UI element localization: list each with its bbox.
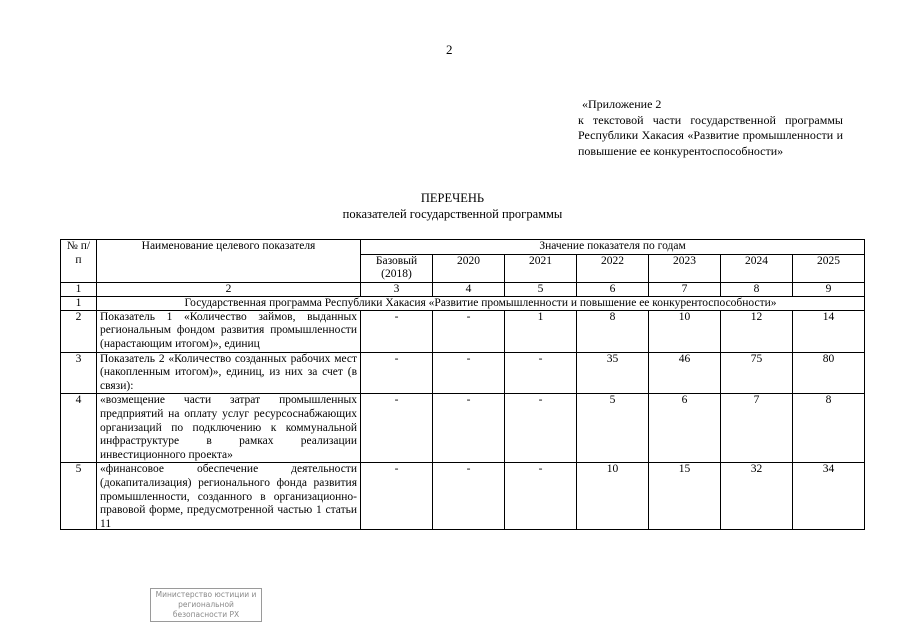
column-number: 3 <box>361 282 433 296</box>
value-cell: 5 <box>577 394 649 463</box>
header-values-group: Значение показателя по годам <box>361 240 865 255</box>
value-cell: 8 <box>793 394 865 463</box>
registration-stamp: Министерство юстиции и региональной безопасности РХ <box>150 588 262 622</box>
value-cell: 1 <box>505 310 577 352</box>
header-name: Наименование целевого показателя <box>97 240 361 283</box>
header-year: 2021 <box>505 254 577 282</box>
column-number: 9 <box>793 282 865 296</box>
page-number: 2 <box>446 42 453 57</box>
header-num: № п/п <box>61 240 97 283</box>
header-year: 2020 <box>433 254 505 282</box>
indicators-table <box>60 239 865 530</box>
value-cell: 14 <box>793 310 865 352</box>
value-cell: - <box>505 394 577 463</box>
value-cell: - <box>361 463 433 530</box>
value-cell: 80 <box>793 352 865 394</box>
indicator-name-cell <box>97 463 361 530</box>
indicator-name: Показатель 2 «Количество созданных рабочих мест (накопленным итогом)», единиц, из них за счет (в связи): <box>97 352 361 394</box>
header-year: 2022 <box>577 254 649 282</box>
title-subheading: показателей государственной программы <box>342 207 563 221</box>
program-row <box>61 296 865 310</box>
indicator-name: «финансовое обеспечение деятельности (докапитализация) регионального фонда развития промышленности, созданного в организационно-правовой форме, предусмотренной частью 1 статьи 11 <box>100 463 357 530</box>
value-cell: - <box>433 463 505 530</box>
table-row <box>61 463 865 530</box>
row-num: 3 <box>61 352 97 394</box>
header-year: 2024 <box>721 254 793 282</box>
table-row <box>61 310 865 352</box>
column-number: 5 <box>505 282 577 296</box>
value-cell: 6 <box>649 394 721 463</box>
row-num: 2 <box>61 310 97 352</box>
appendix-text: к текстовой части государственной программы Республики Хакасия «Развитие промышленности и повышение ее конкурентоспособности» <box>578 112 843 158</box>
header-row-1 <box>61 240 865 255</box>
value-cell: - <box>361 310 433 352</box>
value-cell: 12 <box>721 310 793 352</box>
value-cell: 10 <box>649 310 721 352</box>
table-row <box>61 352 865 394</box>
column-number-row <box>61 282 865 296</box>
value-cell: - <box>505 352 577 394</box>
value-cell: - <box>361 394 433 463</box>
program-row-title: Государственная программа Республики Хакасия «Развитие промышленности и повышение ее конкурентоспособности» <box>97 296 865 310</box>
value-cell: 35 <box>577 352 649 394</box>
table-row <box>61 394 865 463</box>
column-number: 4 <box>433 282 505 296</box>
title-heading: ПЕРЕЧЕНЬ <box>420 191 485 205</box>
indicator-name: Показатель 1 «Количество займов, выданных региональным фондом развития промышленности (нарастающим итогом)», единиц <box>97 310 361 352</box>
header-year: 2023 <box>649 254 721 282</box>
document-title <box>300 190 605 222</box>
indicator-name: «возмещение части затрат промышленных предприятий на оплату услуг ресурсоснабжающих организаций по подключению к коммунальной инфраструктуре в рамках реализации инвестиционного проекта» <box>97 394 361 463</box>
value-cell: 8 <box>577 310 649 352</box>
column-number: 8 <box>721 282 793 296</box>
value-cell: - <box>361 352 433 394</box>
column-number: 2 <box>97 282 361 296</box>
value-cell: - <box>433 310 505 352</box>
column-number: 1 <box>61 282 97 296</box>
appendix-line1: «Приложение 2 <box>582 97 662 111</box>
column-number: 6 <box>577 282 649 296</box>
value-cell: 46 <box>649 352 721 394</box>
program-row-num: 1 <box>61 296 97 310</box>
value-cell: 32 <box>721 463 793 530</box>
header-year: 2025 <box>793 254 865 282</box>
value-cell: - <box>505 463 577 530</box>
row-num: 4 <box>61 394 97 463</box>
header-year: Базовый (2018) <box>361 254 433 282</box>
value-cell: 7 <box>721 394 793 463</box>
value-cell: - <box>433 394 505 463</box>
value-cell: 15 <box>649 463 721 530</box>
column-number: 7 <box>649 282 721 296</box>
value-cell: - <box>433 352 505 394</box>
value-cell: 34 <box>793 463 865 530</box>
value-cell: 10 <box>577 463 649 530</box>
row-num: 5 <box>61 463 97 530</box>
value-cell: 75 <box>721 352 793 394</box>
appendix-note <box>578 97 843 159</box>
